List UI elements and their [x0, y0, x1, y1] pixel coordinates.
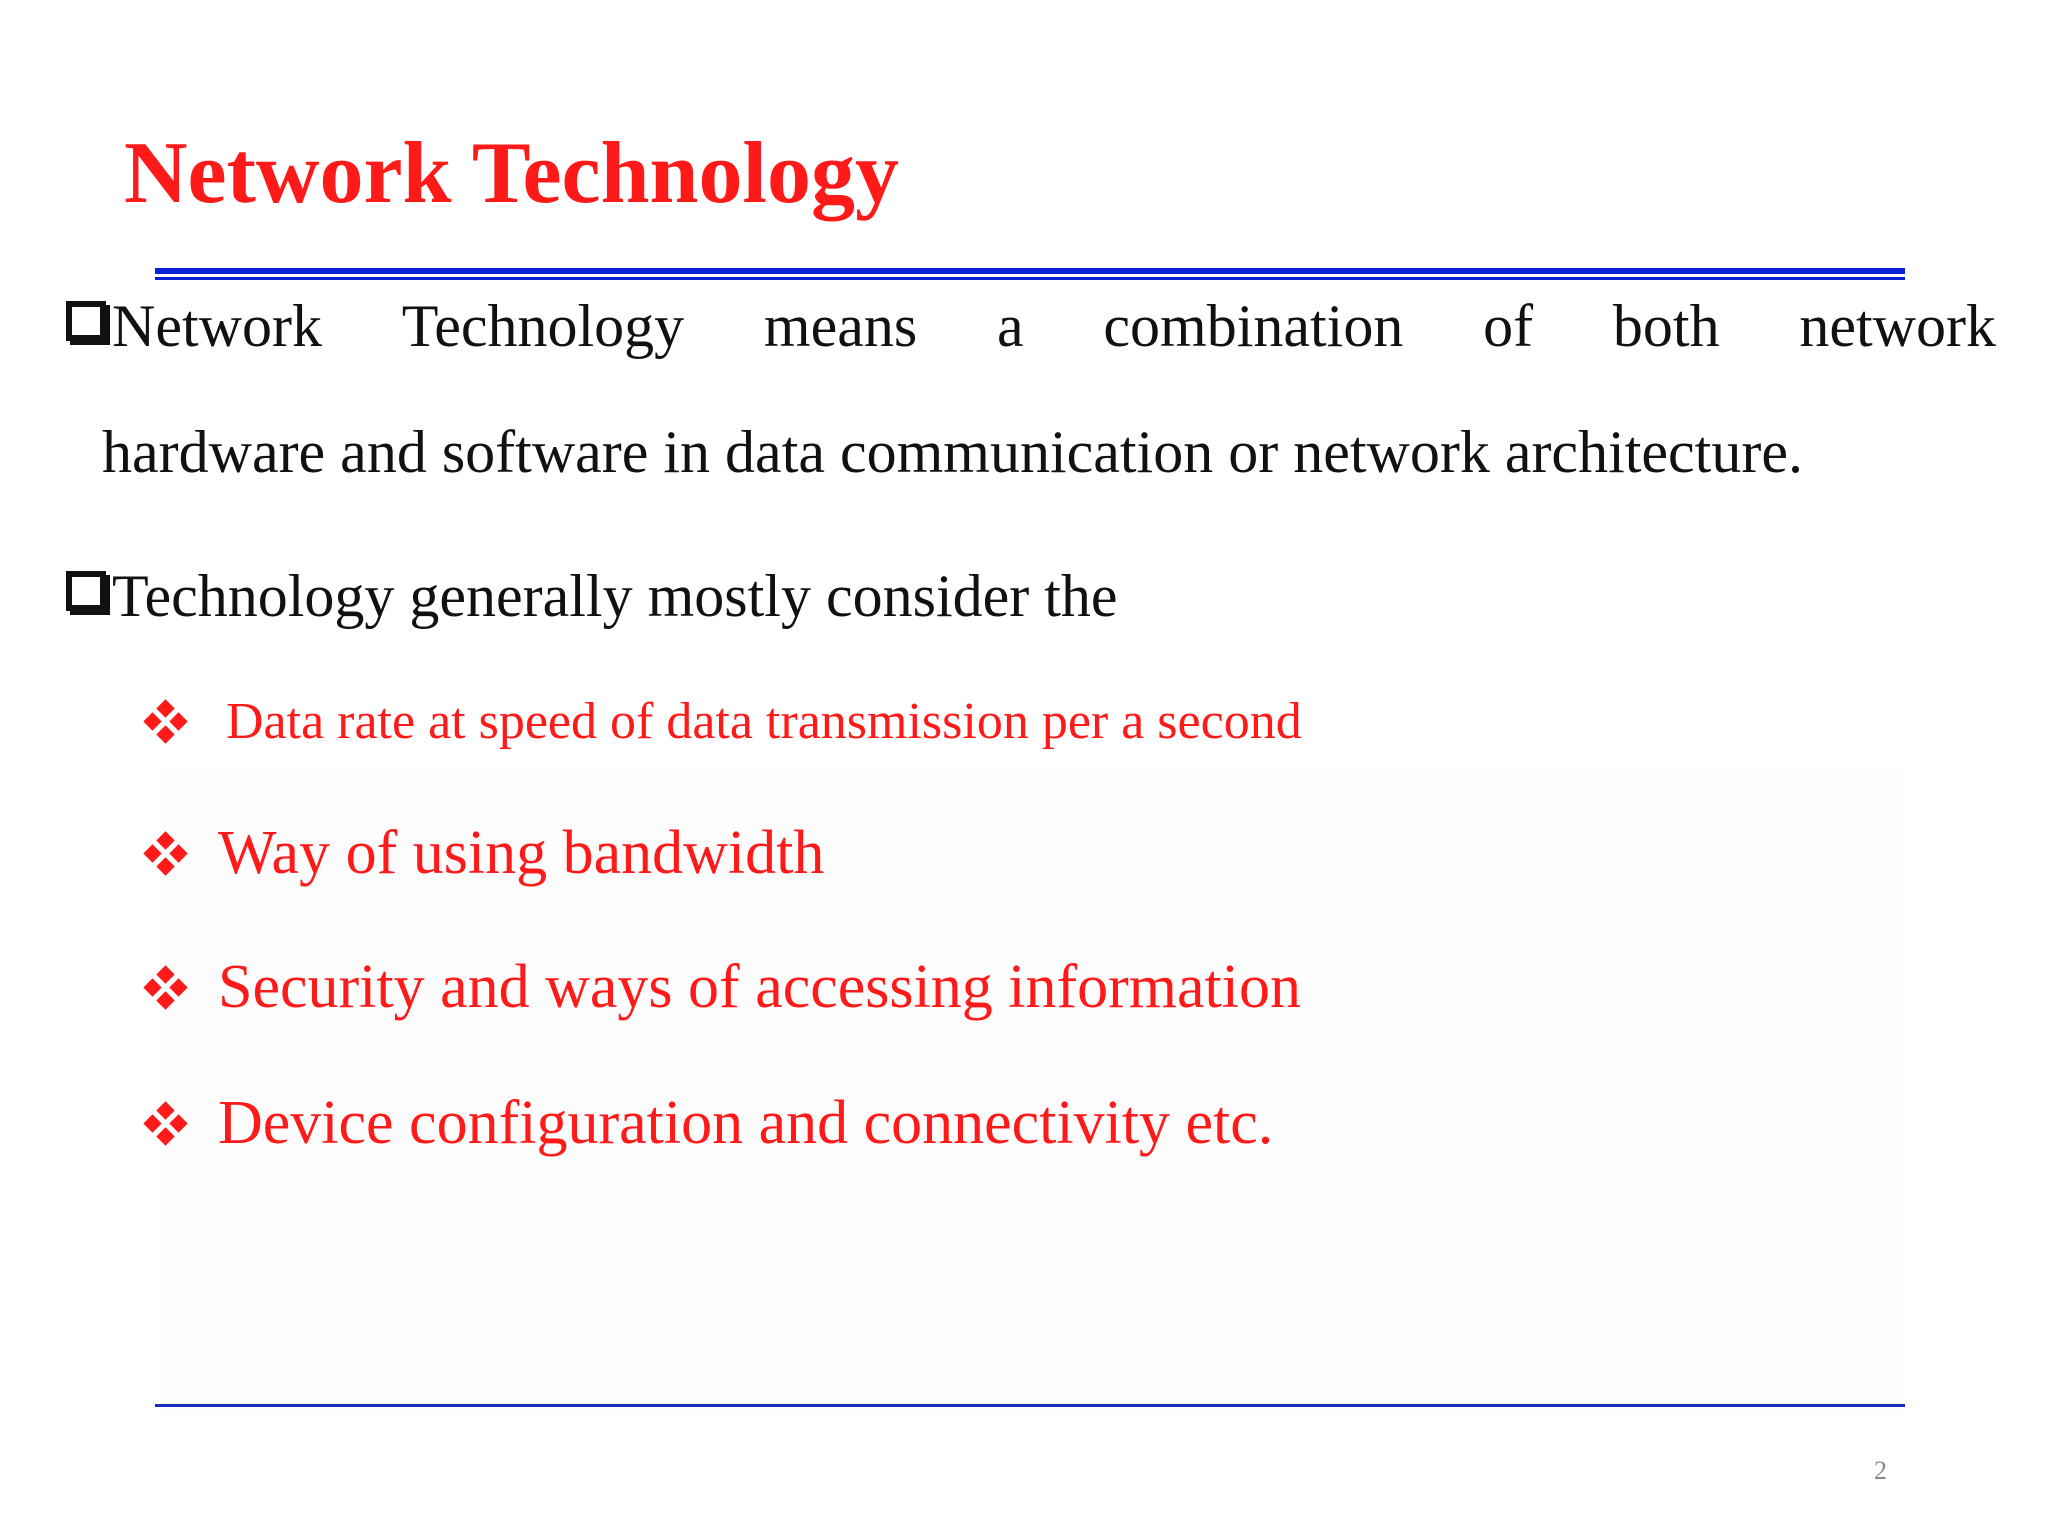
word: means — [763, 293, 918, 359]
four-diamond-icon — [146, 834, 186, 874]
page-number: 2 — [1874, 1456, 1887, 1485]
sub-bullet-text: Security and ways of accessing information — [218, 953, 1301, 1021]
word: Network — [112, 293, 322, 359]
bullet-text: Technology generally mostly consider the — [112, 563, 1118, 629]
word: network — [1799, 293, 1996, 359]
sub-bullet-security — [146, 952, 1301, 1023]
four-diamond-icon — [146, 1104, 186, 1144]
four-diamond-icon — [146, 968, 186, 1008]
sub-bullet-device-configuration — [146, 1088, 1273, 1159]
four-diamond-icon — [146, 702, 186, 742]
sub-bullet-data-rate — [146, 692, 1302, 751]
square-checkbox-icon — [66, 571, 106, 611]
sub-bullet-text: Data rate at speed of data transmission per a second — [226, 693, 1302, 750]
sub-bullet-text: Device configuration and connectivity etc. — [218, 1089, 1274, 1157]
sub-bullet-bandwidth — [146, 818, 824, 889]
word: a — [996, 293, 1024, 359]
title-underline-thick — [155, 268, 1905, 274]
word: both — [1612, 293, 1720, 359]
word: Technology — [401, 293, 685, 359]
footer-rule — [155, 1404, 1905, 1407]
title-underline — [155, 268, 1905, 280]
title-underline-thin — [155, 277, 1905, 280]
bullet-technology-considerations — [66, 562, 1118, 631]
word: combination — [1103, 293, 1404, 359]
bullet-network-technology-line2: hardware and software in data communication or network architecture. — [102, 419, 1803, 485]
sub-bullet-text: Way of using bandwidth — [218, 819, 825, 887]
slide-title: Network Technology — [124, 125, 899, 222]
bullet-first-word — [66, 292, 322, 361]
square-checkbox-icon — [66, 301, 106, 341]
bullet-network-technology-line1 — [66, 292, 1996, 361]
word: of — [1483, 293, 1534, 359]
